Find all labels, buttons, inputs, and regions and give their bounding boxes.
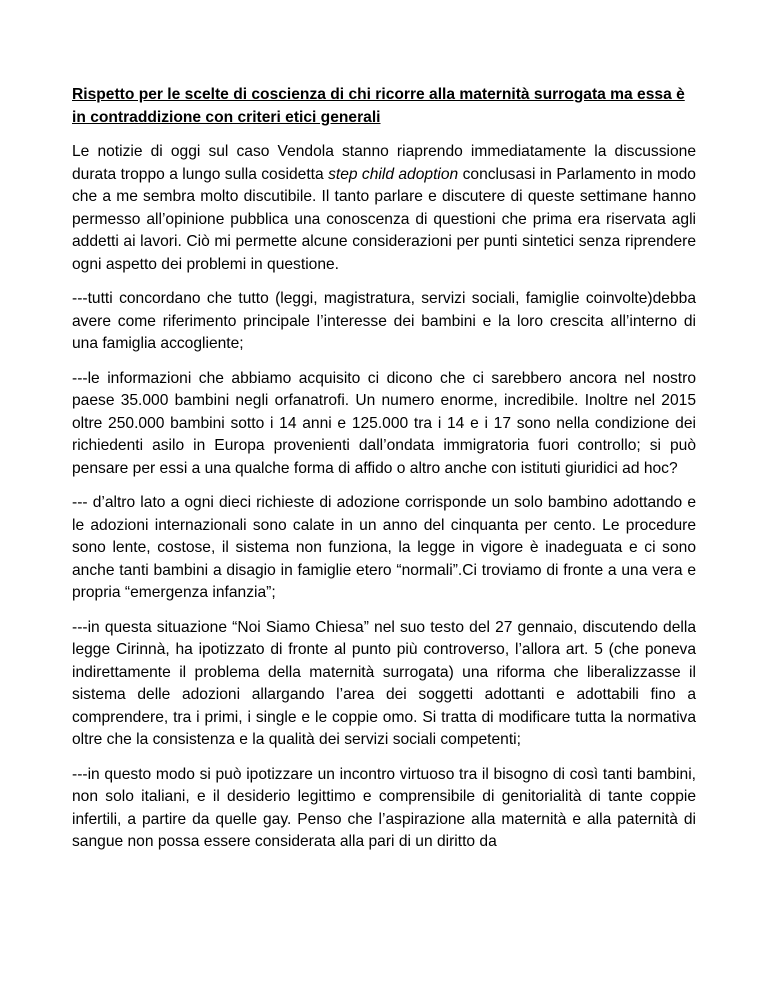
intro-text-after: conclusasi in Parlamento in modo che a me sembra molto discutibile. Il tanto parlare e discutere di queste settimane hanno permesso all’opinione pubblica una conoscenza di questioni che prima era riservata agli addetti ai lavori. Ciò mi permette alcune considerazioni per punti sintetici senza riprendere ogni aspetto dei problemi in questione. <box>72 165 696 273</box>
intro-text-before: Le notizie di oggi sul caso Vendola stanno riaprendo immediatamente la discussione durata troppo a lungo sulla cosidetta <box>72 143 696 183</box>
point-paragraph-3: --- d’altro lato a ogni dieci richieste di adozione corrisponde un solo bambino adottando e le adozioni internazionali sono calate in un anno del cinquanta per cento. Le procedure sono lente, costose, il sistema non funziona, la legge in vigore è inadeguata e ci sono anche tanti bambini a disagio in famiglie etero “normali”.Ci troviamo di fronte a una vera e propria “emergenza infanzia”; <box>72 494 696 601</box>
intro-italic-term: step child adoption <box>328 165 459 183</box>
intro-paragraph <box>72 141 696 276</box>
point-paragraph-2: ---le informazioni che abbiamo acquisito ci dicono che ci sarebbero ancora nel nostro paese 35.000 bambini negli orfanatrofi. Un numero enorme, incredibile. Inoltre nel 2015 oltre 250.000 bambini sotto i 14 anni e 125.000 tra i 14 e i 17 sono nella condizione dei richiedenti asilo in Europa provenienti dall’ondata immigratoria fuori controllo; si può pensare per essi a una qualche forma di affido o altro anche con istituti giuridici ad hoc? <box>72 369 696 477</box>
point-paragraph-5: ---in questo modo si può ipotizzare un incontro virtuoso tra il bisogno di così tanti bambini, non solo italiani, e il desiderio legittimo e comprensibile di genitorialità di tante coppie infertili, a partire da quelle gay. Penso che l’aspirazione alla maternità e alla paternità di sangue non possa essere considerata alla pari di un diritto da <box>72 765 696 850</box>
document-page <box>72 84 696 866</box>
point-paragraph-1: ---tutti concordano che tutto (leggi, magistratura, servizi sociali, famiglie coinvolte)debba avere come riferimento principale l’interesse dei bambini e la loro crescita all’interno di una famiglia accogliente; <box>72 290 696 352</box>
document-title: Rispetto per le scelte di coscienza di chi ricorre alla maternità surrogata ma essa è in contraddizione con criteri etici generali <box>72 86 685 126</box>
point-paragraph-4: ---in questa situazione “Noi Siamo Chiesa” nel suo testo del 27 gennaio, discutendo della legge Cirinnà, ha ipotizzato di fronte al punto più controverso, l’allora art. 5 (che poneva indirettamente il problema della maternità surrogata) una riforma che liberalizzasse il sistema delle adozioni allargando l’area dei soggetti adottanti e adottabili fino a comprendere, tra i primi, i single e le coppie omo. Si tratta di modificare tutta la normativa oltre che la consistenza e la qualità dei servizi sociali competenti; <box>72 618 696 748</box>
